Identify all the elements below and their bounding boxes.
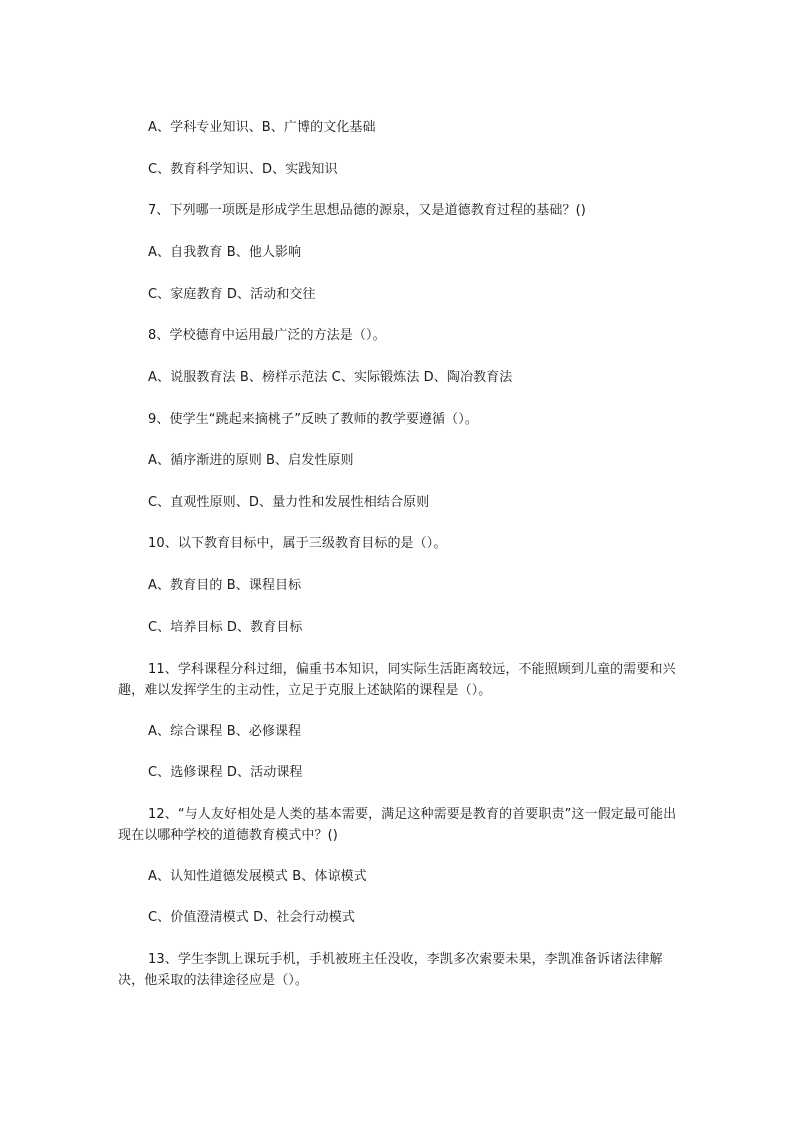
option-line: A、教育目的 B、课程目标 [148,578,302,593]
option-line: A、说服教育法 B、榜样示范法 C、实际锻炼法 D、陶冶教育法 [148,370,513,385]
option-line: C、家庭教育 D、活动和交往 [148,287,316,302]
option-line: A、学科专业知识、B、广博的文化基础 [148,120,376,135]
question-8: 8、学校德育中运用最广泛的方法是（）。 [148,328,386,343]
question-13: 13、学生李凯上课玩手机，手机被班主任没收，李凯多次索要未果，李凯准备诉诸法律解决，他采取的法律途径应是（）。 [118,952,663,988]
question-7: 7、下列哪一项既是形成学生思想品德的源泉，又是道德教育过程的基础？() [148,203,586,218]
option-line: C、培养目标 D、教育目标 [148,620,303,635]
option-line: A、认知性道德发展模式 B、体谅模式 [148,869,367,884]
option-line: A、循序渐进的原则 B、启发性原则 [148,453,354,468]
option-line: C、价值澄清模式 D、社会行动模式 [148,910,355,925]
option-line: C、选修课程 D、活动课程 [148,765,303,780]
option-line: A、综合课程 B、必修课程 [148,724,302,739]
question-11: 11、学科课程分科过细，偏重书本知识，同实际生活距离较远，不能照顾到儿童的需要和兴趣，难以发挥学生的主动性，立足于克服上述缺陷的课程是（）。 [118,662,676,698]
question-12: 12、“与人友好相处是人类的基本需要，满足这种需要是教育的首要职责”这一假定最可能出现在以哪种学校的道德教育模式中？() [118,807,677,843]
option-line: C、教育科学知识、D、实践知识 [148,162,338,177]
question-10: 10、以下教育目标中，属于三级教育目标的是（）。 [148,536,447,551]
option-line: A、自我教育 B、他人影响 [148,245,302,260]
question-9: 9、使学生“跳起来摘桃子”反映了教师的教学要遵循（）。 [148,412,478,427]
option-line: C、直观性原则、D、量力性和发展性相结合原则 [148,495,430,510]
